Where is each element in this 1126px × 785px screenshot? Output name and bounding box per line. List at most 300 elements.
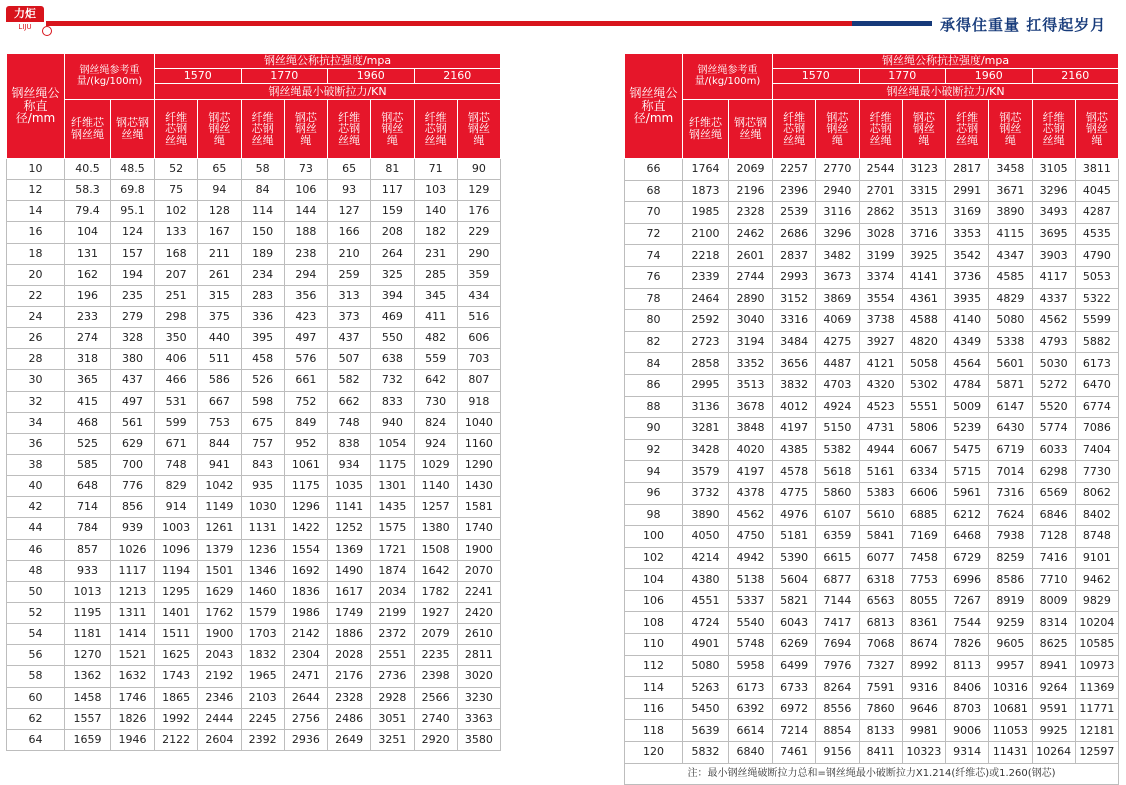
table-row bbox=[7, 243, 501, 264]
value-cell: 336 bbox=[241, 306, 284, 327]
value-cell: 4535 bbox=[1075, 223, 1118, 245]
value-cell: 6298 bbox=[1032, 461, 1075, 483]
value-cell: 229 bbox=[457, 222, 500, 243]
table-row bbox=[7, 624, 501, 645]
diameter-header: 钢丝绳公称直径/mm bbox=[7, 54, 65, 159]
value-cell: 58.3 bbox=[65, 180, 111, 201]
value-cell: 1886 bbox=[328, 624, 371, 645]
value-cell: 7014 bbox=[989, 461, 1032, 483]
value-cell: 1194 bbox=[155, 560, 198, 581]
value-cell: 1131 bbox=[241, 518, 284, 539]
steel-core-header: 钢芯钢丝绳 bbox=[371, 100, 414, 159]
value-cell: 5080 bbox=[989, 310, 1032, 332]
value-cell: 1380 bbox=[414, 518, 457, 539]
value-cell: 4385 bbox=[773, 439, 816, 461]
table-row bbox=[7, 645, 501, 666]
value-cell: 1175 bbox=[371, 454, 414, 475]
diameter-cell: 102 bbox=[625, 547, 683, 569]
table-row bbox=[7, 433, 501, 454]
value-cell: 279 bbox=[111, 306, 155, 327]
value-cell: 114 bbox=[241, 201, 284, 222]
value-cell: 6269 bbox=[773, 634, 816, 656]
value-cell: 843 bbox=[241, 454, 284, 475]
value-cell: 1743 bbox=[155, 666, 198, 687]
value-cell: 4121 bbox=[859, 353, 902, 375]
value-cell: 6614 bbox=[729, 720, 773, 742]
value-cell: 7128 bbox=[1032, 526, 1075, 548]
value-cell: 2817 bbox=[946, 159, 989, 181]
value-cell: 8264 bbox=[816, 677, 859, 699]
value-cell: 1986 bbox=[284, 602, 327, 623]
value-cell: 4141 bbox=[902, 266, 945, 288]
value-cell: 3428 bbox=[683, 439, 729, 461]
steel-core-header: 钢芯钢丝绳 bbox=[111, 100, 155, 159]
value-cell: 1874 bbox=[371, 560, 414, 581]
value-cell: 1992 bbox=[155, 708, 198, 729]
diameter-cell: 116 bbox=[625, 698, 683, 720]
value-cell: 2122 bbox=[155, 729, 198, 750]
value-cell: 9316 bbox=[902, 677, 945, 699]
value-cell: 6318 bbox=[859, 569, 902, 591]
diameter-cell: 18 bbox=[7, 243, 65, 264]
diameter-cell: 14 bbox=[7, 201, 65, 222]
value-cell: 5450 bbox=[683, 698, 729, 720]
value-cell: 6173 bbox=[1075, 353, 1118, 375]
value-cell: 12597 bbox=[1075, 742, 1118, 764]
fiber-core-header: 纤维芯钢丝绳 bbox=[414, 100, 457, 159]
value-cell: 4069 bbox=[816, 310, 859, 332]
value-cell: 3811 bbox=[1075, 159, 1118, 181]
value-cell: 103 bbox=[414, 180, 457, 201]
value-cell: 2176 bbox=[328, 666, 371, 687]
value-cell: 4197 bbox=[729, 461, 773, 483]
value-cell: 9981 bbox=[902, 720, 945, 742]
value-cell: 2544 bbox=[859, 159, 902, 181]
diameter-cell: 114 bbox=[625, 677, 683, 699]
value-cell: 1401 bbox=[155, 602, 198, 623]
value-cell: 9957 bbox=[989, 655, 1032, 677]
value-cell: 395 bbox=[241, 328, 284, 349]
logo-subtext: LIJU bbox=[18, 23, 32, 31]
value-cell: 4588 bbox=[902, 310, 945, 332]
value-cell: 415 bbox=[65, 391, 111, 412]
steel-core-header: 钢芯钢丝绳 bbox=[729, 100, 773, 159]
value-cell: 2328 bbox=[328, 687, 371, 708]
value-cell: 235 bbox=[111, 285, 155, 306]
value-cell: 8259 bbox=[989, 547, 1032, 569]
value-cell: 189 bbox=[241, 243, 284, 264]
value-cell: 1692 bbox=[284, 560, 327, 581]
logo-text: 力炬 bbox=[6, 6, 44, 22]
diameter-cell: 76 bbox=[625, 266, 683, 288]
diameter-cell: 58 bbox=[7, 666, 65, 687]
grade-header: 1960 bbox=[946, 69, 1033, 84]
value-cell: 582 bbox=[328, 370, 371, 391]
value-cell: 9462 bbox=[1075, 569, 1118, 591]
value-cell: 5958 bbox=[729, 655, 773, 677]
value-cell: 6147 bbox=[989, 396, 1032, 418]
value-cell: 176 bbox=[457, 201, 500, 222]
table-row bbox=[625, 396, 1119, 418]
value-cell: 4320 bbox=[859, 374, 902, 396]
value-cell: 359 bbox=[457, 264, 500, 285]
table-row bbox=[625, 439, 1119, 461]
value-cell: 3716 bbox=[902, 223, 945, 245]
grade-header: 1570 bbox=[155, 69, 242, 84]
diameter-cell: 60 bbox=[7, 687, 65, 708]
value-cell: 497 bbox=[284, 328, 327, 349]
diameter-cell: 68 bbox=[625, 180, 683, 202]
value-cell: 5382 bbox=[816, 439, 859, 461]
value-cell: 11771 bbox=[1075, 698, 1118, 720]
value-cell: 3136 bbox=[683, 396, 729, 418]
value-cell: 4349 bbox=[946, 331, 989, 353]
value-cell: 1029 bbox=[414, 454, 457, 475]
value-cell: 264 bbox=[371, 243, 414, 264]
value-cell: 8919 bbox=[989, 590, 1032, 612]
steel-core-header: 钢芯钢丝绳 bbox=[816, 100, 859, 159]
diameter-cell: 22 bbox=[7, 285, 65, 306]
value-cell: 6563 bbox=[859, 590, 902, 612]
fiber-core-header: 纤维芯钢丝绳 bbox=[683, 100, 729, 159]
value-cell: 7544 bbox=[946, 612, 989, 634]
value-cell: 7068 bbox=[859, 634, 902, 656]
value-cell: 6733 bbox=[773, 677, 816, 699]
value-cell: 3890 bbox=[989, 202, 1032, 224]
value-cell: 8674 bbox=[902, 634, 945, 656]
value-cell: 5302 bbox=[902, 374, 945, 396]
value-cell: 3738 bbox=[859, 310, 902, 332]
table-row bbox=[625, 655, 1119, 677]
table-row bbox=[7, 349, 501, 370]
value-cell: 4287 bbox=[1075, 202, 1118, 224]
value-cell: 5263 bbox=[683, 677, 729, 699]
value-cell: 3542 bbox=[946, 245, 989, 267]
value-cell: 7753 bbox=[902, 569, 945, 591]
table-row bbox=[625, 547, 1119, 569]
value-cell: 599 bbox=[155, 412, 198, 433]
value-cell: 7416 bbox=[1032, 547, 1075, 569]
steel-core-header: 钢芯钢丝绳 bbox=[1075, 100, 1118, 159]
value-cell: 5715 bbox=[946, 461, 989, 483]
value-cell: 9264 bbox=[1032, 677, 1075, 699]
value-cell: 6107 bbox=[816, 504, 859, 526]
value-cell: 2100 bbox=[683, 223, 729, 245]
value-cell: 1625 bbox=[155, 645, 198, 666]
value-cell: 8133 bbox=[859, 720, 902, 742]
table-row bbox=[7, 729, 501, 750]
value-cell: 251 bbox=[155, 285, 198, 306]
value-cell: 9925 bbox=[1032, 720, 1075, 742]
value-cell: 394 bbox=[371, 285, 414, 306]
steel-core-header: 钢芯钢丝绳 bbox=[989, 100, 1032, 159]
value-cell: 3152 bbox=[773, 288, 816, 310]
value-cell: 434 bbox=[457, 285, 500, 306]
value-cell: 1175 bbox=[284, 476, 327, 497]
value-cell: 703 bbox=[457, 349, 500, 370]
value-cell: 952 bbox=[284, 433, 327, 454]
value-cell: 757 bbox=[241, 433, 284, 454]
value-cell: 1581 bbox=[457, 497, 500, 518]
value-cell: 2890 bbox=[729, 288, 773, 310]
table-row bbox=[7, 602, 501, 623]
diameter-cell: 70 bbox=[625, 202, 683, 224]
value-cell: 128 bbox=[198, 201, 241, 222]
value-cell: 1195 bbox=[65, 602, 111, 623]
value-cell: 2392 bbox=[241, 729, 284, 750]
table-row bbox=[625, 288, 1119, 310]
value-cell: 4523 bbox=[859, 396, 902, 418]
value-cell: 1430 bbox=[457, 476, 500, 497]
value-cell: 1096 bbox=[155, 539, 198, 560]
value-cell: 2069 bbox=[729, 159, 773, 181]
value-cell: 700 bbox=[111, 454, 155, 475]
value-cell: 294 bbox=[284, 264, 327, 285]
value-cell: 7417 bbox=[816, 612, 859, 634]
value-cell: 167 bbox=[198, 222, 241, 243]
diameter-cell: 46 bbox=[7, 539, 65, 560]
company-logo bbox=[4, 4, 52, 38]
value-cell: 2346 bbox=[198, 687, 241, 708]
value-cell: 5338 bbox=[989, 331, 1032, 353]
value-cell: 7458 bbox=[902, 547, 945, 569]
value-cell: 9646 bbox=[902, 698, 945, 720]
value-cell: 918 bbox=[457, 391, 500, 412]
value-cell: 2420 bbox=[457, 602, 500, 623]
diameter-cell: 72 bbox=[625, 223, 683, 245]
value-cell: 784 bbox=[65, 518, 111, 539]
value-cell: 5860 bbox=[816, 482, 859, 504]
diameter-cell: 110 bbox=[625, 634, 683, 656]
value-cell: 6606 bbox=[902, 482, 945, 504]
value-cell: 4564 bbox=[946, 353, 989, 375]
value-cell: 6334 bbox=[902, 461, 945, 483]
value-cell: 2592 bbox=[683, 310, 729, 332]
value-cell: 69.8 bbox=[111, 180, 155, 201]
header-red-bar bbox=[46, 21, 852, 26]
table-row bbox=[7, 201, 501, 222]
value-cell: 4829 bbox=[989, 288, 1032, 310]
value-cell: 93 bbox=[328, 180, 371, 201]
value-cell: 6729 bbox=[946, 547, 989, 569]
value-cell: 8113 bbox=[946, 655, 989, 677]
value-cell: 2756 bbox=[284, 708, 327, 729]
table-row bbox=[625, 461, 1119, 483]
value-cell: 849 bbox=[284, 412, 327, 433]
value-cell: 1252 bbox=[328, 518, 371, 539]
value-cell: 124 bbox=[111, 222, 155, 243]
value-cell: 5841 bbox=[859, 526, 902, 548]
table-header bbox=[7, 54, 501, 159]
value-cell: 8703 bbox=[946, 698, 989, 720]
value-cell: 7461 bbox=[773, 742, 816, 764]
value-cell: 2444 bbox=[198, 708, 241, 729]
value-cell: 233 bbox=[65, 306, 111, 327]
value-cell: 3374 bbox=[859, 266, 902, 288]
value-cell: 1490 bbox=[328, 560, 371, 581]
value-cell: 11369 bbox=[1075, 677, 1118, 699]
value-cell: 5181 bbox=[773, 526, 816, 548]
diameter-cell: 100 bbox=[625, 526, 683, 548]
value-cell: 1865 bbox=[155, 687, 198, 708]
diameter-cell: 20 bbox=[7, 264, 65, 285]
value-cell: 2486 bbox=[328, 708, 371, 729]
value-cell: 8062 bbox=[1075, 482, 1118, 504]
table-row bbox=[625, 698, 1119, 720]
note-row bbox=[625, 763, 1119, 785]
value-cell: 1826 bbox=[111, 708, 155, 729]
diameter-cell: 88 bbox=[625, 396, 683, 418]
value-cell: 71 bbox=[414, 159, 457, 180]
value-cell: 8402 bbox=[1075, 504, 1118, 526]
value-cell: 6615 bbox=[816, 547, 859, 569]
value-cell: 5601 bbox=[989, 353, 1032, 375]
value-cell: 4820 bbox=[902, 331, 945, 353]
value-cell: 6569 bbox=[1032, 482, 1075, 504]
header-blue-bar bbox=[852, 21, 932, 26]
value-cell: 94 bbox=[198, 180, 241, 201]
value-cell: 1117 bbox=[111, 560, 155, 581]
value-cell: 3051 bbox=[371, 708, 414, 729]
value-cell: 6877 bbox=[816, 569, 859, 591]
value-cell: 2539 bbox=[773, 202, 816, 224]
value-cell: 234 bbox=[241, 264, 284, 285]
value-cell: 525 bbox=[65, 433, 111, 454]
value-cell: 1965 bbox=[241, 666, 284, 687]
value-cell: 1873 bbox=[683, 180, 729, 202]
value-cell: 3194 bbox=[729, 331, 773, 353]
value-cell: 5604 bbox=[773, 569, 816, 591]
weight-header: 钢丝绳参考重量/(kg/100m) bbox=[65, 54, 155, 100]
value-cell: 2464 bbox=[683, 288, 729, 310]
value-cell: 5774 bbox=[1032, 418, 1075, 440]
value-cell: 3732 bbox=[683, 482, 729, 504]
value-cell: 2070 bbox=[457, 560, 500, 581]
table-row bbox=[625, 310, 1119, 332]
value-cell: 8854 bbox=[816, 720, 859, 742]
value-cell: 561 bbox=[111, 412, 155, 433]
value-cell: 2328 bbox=[729, 202, 773, 224]
value-cell: 3848 bbox=[729, 418, 773, 440]
value-cell: 5322 bbox=[1075, 288, 1118, 310]
value-cell: 4337 bbox=[1032, 288, 1075, 310]
value-cell: 104 bbox=[65, 222, 111, 243]
table-note: 注：最小钢丝绳破断拉力总和=钢丝绳最小破断拉力X1.214(纤维芯)或1.260(钢芯) bbox=[625, 763, 1119, 785]
grade-header: 2160 bbox=[414, 69, 501, 84]
grade-header: 1770 bbox=[859, 69, 946, 84]
value-cell: 5821 bbox=[773, 590, 816, 612]
value-cell: 2991 bbox=[946, 180, 989, 202]
fiber-core-header: 纤维芯钢丝绳 bbox=[1032, 100, 1075, 159]
value-cell: 2079 bbox=[414, 624, 457, 645]
value-cell: 5080 bbox=[683, 655, 729, 677]
value-cell: 1511 bbox=[155, 624, 198, 645]
value-cell: 81 bbox=[371, 159, 414, 180]
value-cell: 1311 bbox=[111, 602, 155, 623]
value-cell: 648 bbox=[65, 476, 111, 497]
fiber-core-header: 纤维芯钢丝绳 bbox=[65, 100, 111, 159]
value-cell: 914 bbox=[155, 497, 198, 518]
steel-core-header: 钢芯钢丝绳 bbox=[902, 100, 945, 159]
value-cell: 6077 bbox=[859, 547, 902, 569]
value-cell: 188 bbox=[284, 222, 327, 243]
value-cell: 531 bbox=[155, 391, 198, 412]
value-cell: 497 bbox=[111, 391, 155, 412]
diameter-cell: 112 bbox=[625, 655, 683, 677]
value-cell: 10323 bbox=[902, 742, 945, 764]
value-cell: 482 bbox=[414, 328, 457, 349]
value-cell: 1141 bbox=[328, 497, 371, 518]
strength-header: 钢丝绳公称抗拉强度/mpa bbox=[773, 54, 1119, 69]
value-cell: 4045 bbox=[1075, 180, 1118, 202]
diameter-cell: 48 bbox=[7, 560, 65, 581]
fiber-core-header: 纤维芯钢丝绳 bbox=[241, 100, 284, 159]
steel-core-header: 钢芯钢丝绳 bbox=[198, 100, 241, 159]
value-cell: 730 bbox=[414, 391, 457, 412]
value-cell: 3040 bbox=[729, 310, 773, 332]
value-cell: 144 bbox=[284, 201, 327, 222]
value-cell: 838 bbox=[328, 433, 371, 454]
value-cell: 4487 bbox=[816, 353, 859, 375]
table-row bbox=[7, 708, 501, 729]
value-cell: 1946 bbox=[111, 729, 155, 750]
diameter-cell: 62 bbox=[7, 708, 65, 729]
value-cell: 9101 bbox=[1075, 547, 1118, 569]
diameter-cell: 40 bbox=[7, 476, 65, 497]
value-cell: 5058 bbox=[902, 353, 945, 375]
value-cell: 1003 bbox=[155, 518, 198, 539]
value-cell: 238 bbox=[284, 243, 327, 264]
value-cell: 6470 bbox=[1075, 374, 1118, 396]
value-cell: 748 bbox=[155, 454, 198, 475]
value-cell: 1435 bbox=[371, 497, 414, 518]
value-cell: 1013 bbox=[65, 581, 111, 602]
value-cell: 5882 bbox=[1075, 331, 1118, 353]
value-cell: 857 bbox=[65, 539, 111, 560]
value-cell: 1296 bbox=[284, 497, 327, 518]
value-cell: 7404 bbox=[1075, 439, 1118, 461]
value-cell: 1900 bbox=[198, 624, 241, 645]
value-cell: 2995 bbox=[683, 374, 729, 396]
value-cell: 7976 bbox=[816, 655, 859, 677]
diameter-cell: 64 bbox=[7, 729, 65, 750]
table-row bbox=[625, 612, 1119, 634]
value-cell: 3869 bbox=[816, 288, 859, 310]
value-cell: 3513 bbox=[902, 202, 945, 224]
value-cell: 1521 bbox=[111, 645, 155, 666]
diameter-cell: 98 bbox=[625, 504, 683, 526]
diameter-cell: 34 bbox=[7, 412, 65, 433]
value-cell: 65 bbox=[198, 159, 241, 180]
value-cell: 356 bbox=[284, 285, 327, 306]
diameter-cell: 36 bbox=[7, 433, 65, 454]
diameter-cell: 82 bbox=[625, 331, 683, 353]
value-cell: 3673 bbox=[816, 266, 859, 288]
value-cell: 3281 bbox=[683, 418, 729, 440]
value-cell: 1362 bbox=[65, 666, 111, 687]
value-cell: 3116 bbox=[816, 202, 859, 224]
value-cell: 1181 bbox=[65, 624, 111, 645]
value-cell: 4378 bbox=[729, 482, 773, 504]
value-cell: 1501 bbox=[198, 560, 241, 581]
value-cell: 3296 bbox=[1032, 180, 1075, 202]
value-cell: 924 bbox=[414, 433, 457, 454]
value-cell: 4724 bbox=[683, 612, 729, 634]
value-cell: 2811 bbox=[457, 645, 500, 666]
value-cell: 162 bbox=[65, 264, 111, 285]
value-cell: 380 bbox=[111, 349, 155, 370]
steel-core-header: 钢芯钢丝绳 bbox=[284, 100, 327, 159]
